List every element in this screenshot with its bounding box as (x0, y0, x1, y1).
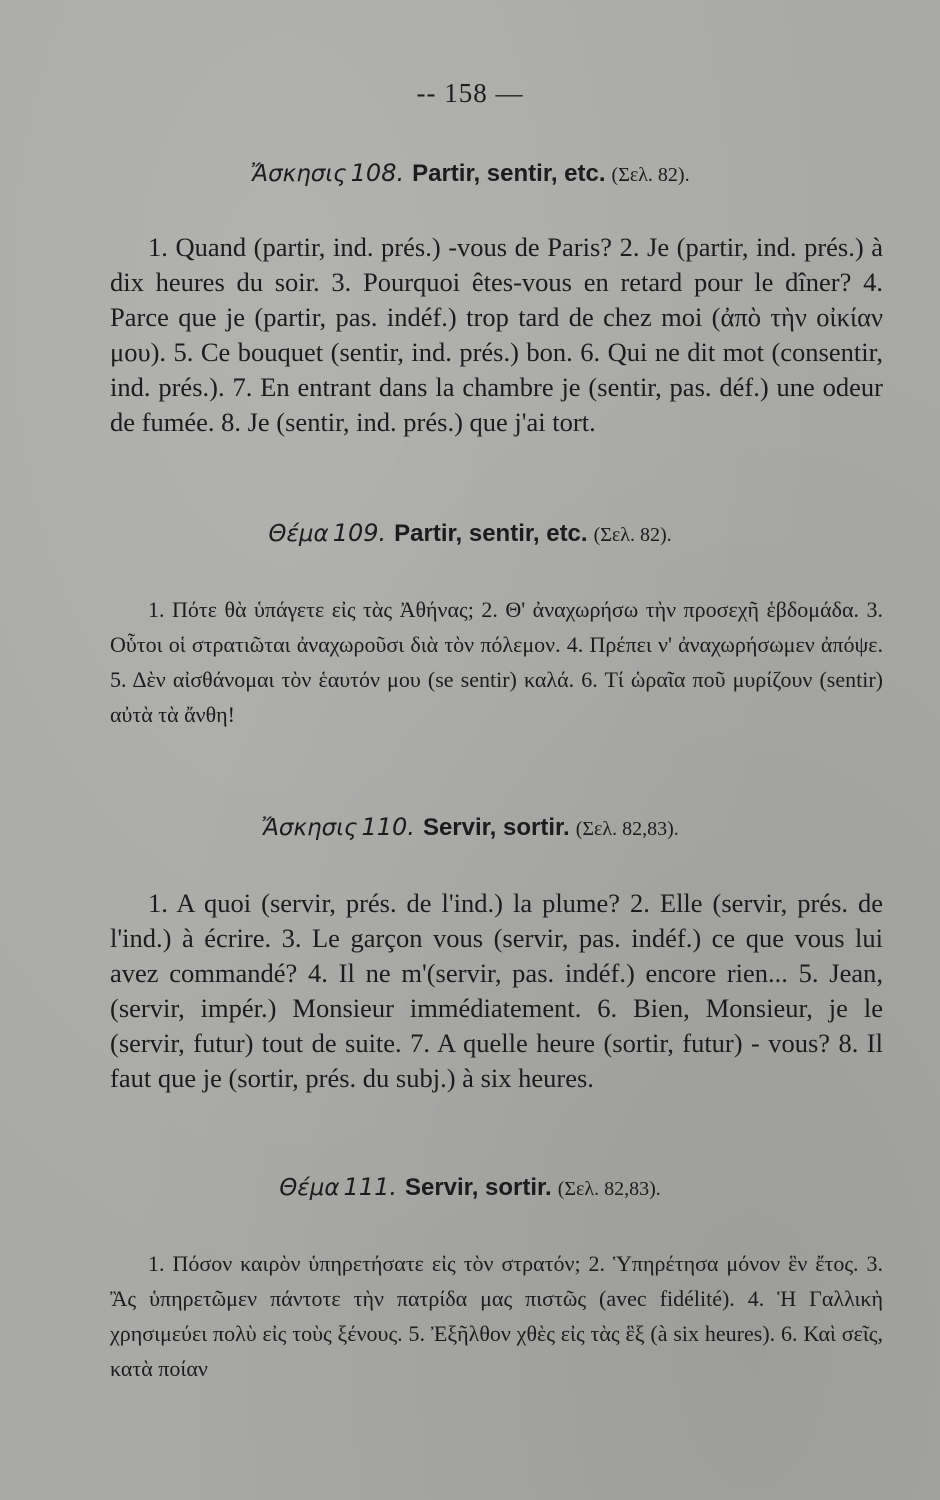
section-title: Servir, sortir. (422, 814, 570, 841)
section-label: Ἄσκησις (250, 161, 347, 187)
section-label: Θέμα (279, 1175, 340, 1201)
section-108-heading (0, 158, 940, 188)
section-111-heading (0, 1172, 940, 1202)
section-109-text: 1. Πότε θὰ ὑπάγετε εἰς τὰς Ἀθήνας; 2. Θ' ἀναχωρήσω τὴν προσεχῆ ἑβδομάδα. 3. Οὗτοι οἱ στρατιῶται ἀναχωροῦσι διὰ τὸν πόλεμον. 4. Πρέπει ν' ἀναχωρήσωμεν ἀπόψε. 5. Δὲν αἰσθάνομαι τὸν ἑαυτόν μου (se sentir) καλά. 6. Τί ὡραῖα ποῦ μυρίζουν (sentir) αὐτὰ τὰ ἄνθη! (110, 597, 883, 727)
section-ref: (Σελ. 82). (593, 524, 672, 546)
section-label: Ἄσκησις (261, 815, 358, 841)
section-number: 109. (332, 519, 387, 547)
section-number: 108. (350, 159, 405, 187)
section-108-text: 1. Quand (partir, ind. prés.) -vous de Paris? 2. Je (partir, ind. prés.) à dix heures du soir. 3. Pourquoi êtes-vous en retard pour le dîner? 4. Parce que je (partir, pas. indéf.) trop tard de chez moi (ἀπὸ τὴν οἰκίαν μου). 5. Ce bouquet (sentir, ind. prés.) bon. 6. Qui ne dit mot (consentir, ind. prés.). 7. En entrant dans la chambre je (sentir, pas. déf.) une odeur de fumée. 8. Je (sentir, ind. prés.) que j'ai tort. (110, 232, 883, 437)
section-label: Θέμα (268, 521, 329, 547)
section-110-text: 1. A quoi (servir, prés. de l'ind.) la plume? 2. Elle (servir, prés. de l'ind.) à écrire. 3. Le garçon vous (servir, pas. indéf.) ce que vous lui avez commandé? 4. Il ne m'(servir, pas. indéf.) encore rien... 5. Jean, (servir, impér.) Monsieur immédiatement. 6. Bien, Monsieur, je le (servir, futur) tout de suite. 7. A quelle heure (sortir, futur) - vous? 8. Il faut que je (sortir, prés. du subj.) à six heures. (110, 888, 883, 1093)
section-number: 111. (343, 1173, 397, 1201)
section-111-text: 1. Πόσον καιρὸν ὑπηρετήσατε εἰς τὸν στρατόν; 2. Ὑπηρέτησα μόνον ἓν ἔτος. 3. Ἂς ὑπηρετῶμεν πάντοτε τὴν πατρίδα μας πιστῶς (avec fidélité). 4. Ἡ Γαλλικὴ χρησιμεύει πολὺ εἰς τοὺς ξένους. 5. Ἐξῆλθον χθὲς εἰς τὰς ἓξ (à six heures). 6. Καὶ σεῖς, κατὰ ποίαν (110, 1251, 883, 1381)
section-109-heading (0, 518, 940, 548)
section-ref: (Σελ. 82,83). (575, 818, 679, 840)
section-ref: (Σελ. 82,83). (557, 1178, 661, 1200)
section-title: Partir, sentir, etc. (394, 520, 588, 547)
section-number: 110. (361, 813, 415, 841)
section-title: Partir, sentir, etc. (412, 160, 606, 187)
section-title: Servir, sortir. (404, 1174, 552, 1201)
section-ref: (Σελ. 82). (611, 164, 690, 186)
page-number: -- 158 — (416, 78, 524, 108)
section-110-heading (0, 812, 940, 842)
